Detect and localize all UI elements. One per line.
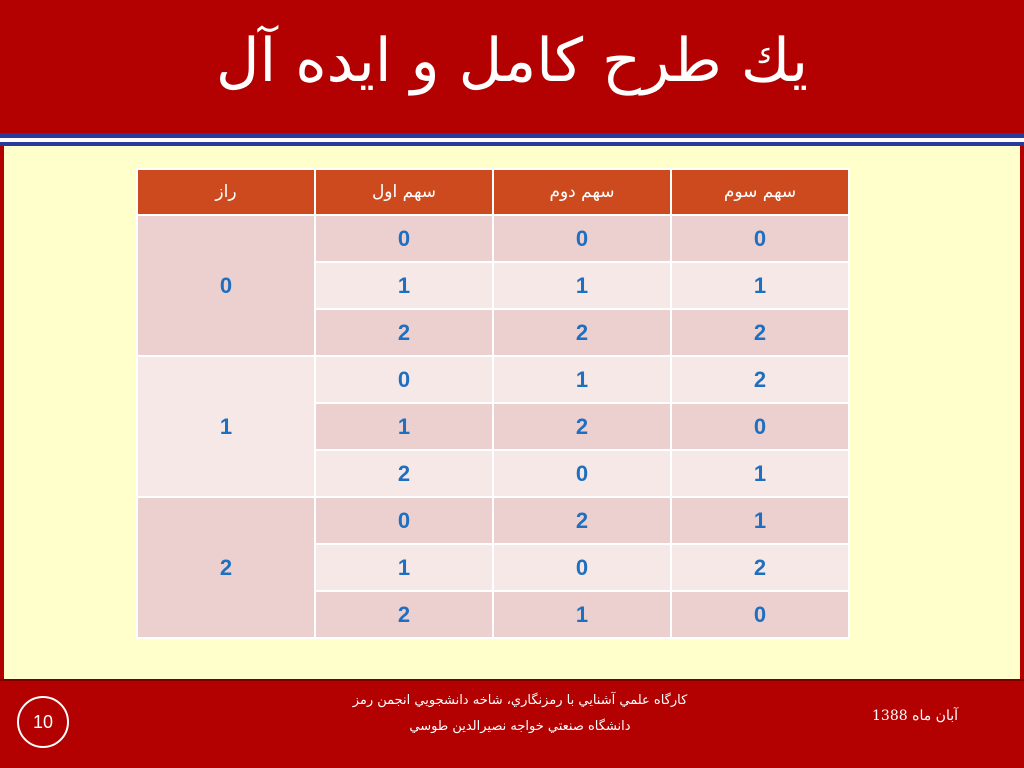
table-header-row <box>137 169 849 215</box>
table-row <box>137 356 849 403</box>
share-cell: 0 <box>671 215 849 262</box>
footer-divider <box>0 679 1024 681</box>
share-cell: 2 <box>315 309 493 356</box>
share-cell: 1 <box>671 450 849 497</box>
share-cell: 2 <box>493 497 671 544</box>
slide-header <box>0 0 1024 133</box>
share-cell: 2 <box>315 450 493 497</box>
share-cell: 0 <box>493 215 671 262</box>
table-row <box>137 497 849 544</box>
share-cell: 2 <box>493 403 671 450</box>
header-share-2: سهم دوم <box>493 169 671 215</box>
share-cell: 1 <box>315 403 493 450</box>
header-share-3: سهم سوم <box>671 169 849 215</box>
share-cell: 2 <box>315 591 493 638</box>
page-number: 10 <box>17 696 69 748</box>
secret-cell: 1 <box>137 356 315 497</box>
share-cell: 0 <box>315 215 493 262</box>
share-cell: 2 <box>671 356 849 403</box>
secret-sharing-table <box>136 168 850 639</box>
share-cell: 1 <box>671 497 849 544</box>
header-share-1: سهم اول <box>315 169 493 215</box>
share-cell: 0 <box>315 356 493 403</box>
share-cell: 1 <box>493 356 671 403</box>
footer-date: آبان ماه 1388 <box>872 708 958 724</box>
header-secret: راز <box>137 169 315 215</box>
slide-title: يك طرح كامل و ايده آل <box>215 26 809 96</box>
share-cell: 1 <box>315 262 493 309</box>
footer-workshop-line: كارگاه علمي آشنايي با رمزنگاري، شاخه دانشجويي انجمن رمز <box>352 693 688 708</box>
share-cell: 2 <box>671 544 849 591</box>
share-cell: 2 <box>671 309 849 356</box>
share-cell: 0 <box>315 497 493 544</box>
secret-cell: 0 <box>137 215 315 356</box>
secret-cell: 2 <box>137 497 315 638</box>
share-cell: 1 <box>671 262 849 309</box>
share-cell: 2 <box>493 309 671 356</box>
share-cell: 1 <box>493 591 671 638</box>
table-row <box>137 215 849 262</box>
share-cell: 1 <box>315 544 493 591</box>
share-cell: 0 <box>671 591 849 638</box>
share-cell: 1 <box>493 262 671 309</box>
footer-university-line: دانشگاه صنعتي خواجه نصيرالدين طوسي <box>409 719 631 734</box>
share-cell: 0 <box>493 450 671 497</box>
share-cell: 0 <box>493 544 671 591</box>
share-cell: 0 <box>671 403 849 450</box>
